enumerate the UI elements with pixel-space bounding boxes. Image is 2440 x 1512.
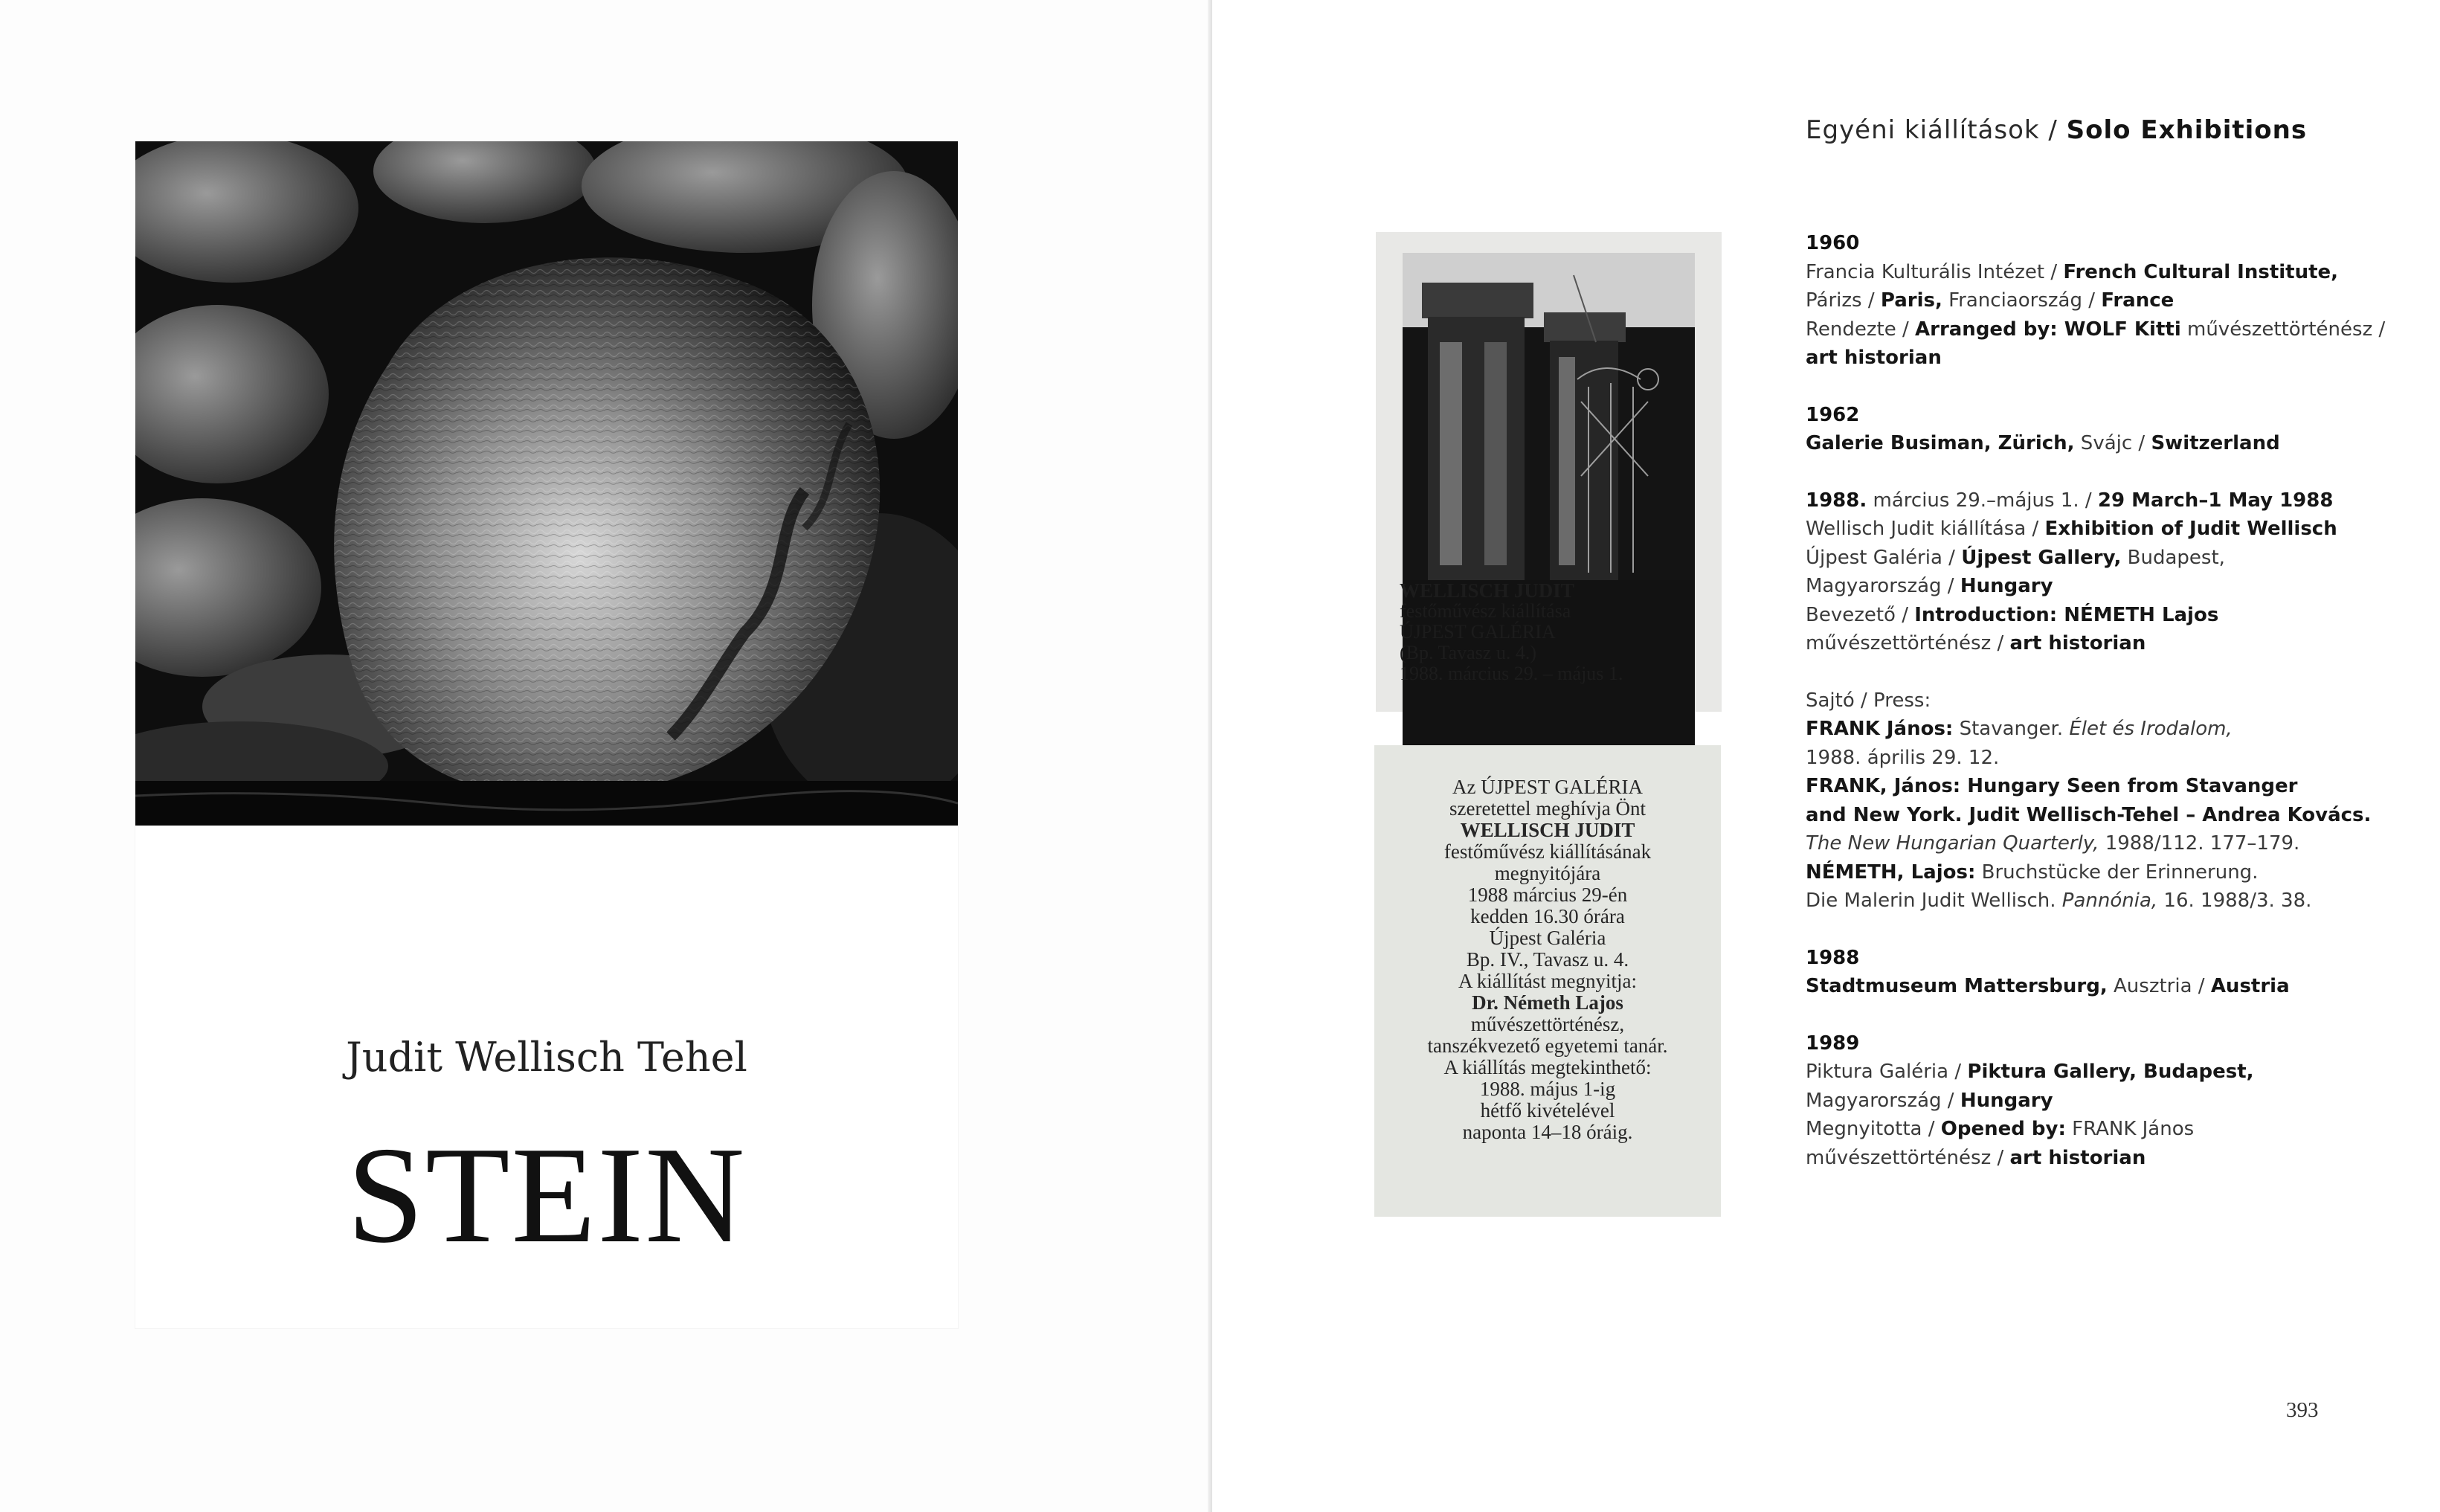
- entry-year: 1988: [1806, 946, 1860, 969]
- exhibition-entry-1962: [1806, 401, 2378, 458]
- cover-author: Judit Wellisch Tehel: [346, 1034, 747, 1081]
- entry-line: [1806, 972, 2378, 1001]
- text-en: Hungary: [1960, 1089, 2053, 1112]
- text-en: French Cultural Institute,: [2063, 260, 2339, 283]
- press-text: Stavanger.: [1953, 718, 2070, 740]
- entry-line: [1806, 486, 2378, 515]
- clipping-2-line: naponta 14–18 óráig.: [1462, 1121, 1633, 1143]
- section-title: [1806, 115, 2307, 145]
- clipping-2-line: A kiállítás megtekinthető:: [1443, 1056, 1652, 1078]
- clipping-2-line: megnyitójára: [1494, 862, 1601, 884]
- clipping-1-line: WELLISCH JUDIT: [1400, 579, 1574, 602]
- clipping-2-line: hétfő kivételével: [1480, 1099, 1615, 1122]
- clipping-2-line: WELLISCH JUDIT: [1460, 819, 1635, 841]
- section-title-en: Solo Exhibitions: [2066, 115, 2308, 145]
- text-hu: művészettörténész /: [1806, 1146, 2010, 1169]
- text-en: Galerie Busiman, Zürich,: [1806, 432, 2075, 454]
- text-hu: március 29.–május 1. /: [1867, 489, 2098, 512]
- text-hu: Budapest,: [2121, 546, 2225, 569]
- entry-line: [1806, 344, 2378, 373]
- text-hu: művészettörténész /: [2180, 318, 2386, 341]
- press-text: Die Malerin Judit Wellisch.: [1806, 889, 2062, 912]
- entry-year: 1962: [1806, 403, 1860, 426]
- text-hu: Megnyitotta /: [1806, 1118, 1941, 1140]
- text-hu: művészettörténész /: [1806, 632, 2010, 654]
- exhibition-entry-1989: [1806, 1029, 2378, 1173]
- entry-line: [1806, 1087, 2378, 1116]
- exhibition-list: [1806, 229, 2386, 1200]
- left-page: [0, 0, 1212, 1512]
- text-en: Introduction: NÉMETH Lajos: [1914, 603, 2219, 626]
- text-en: Újpest Gallery,: [1961, 546, 2122, 569]
- gate-photograph: [1403, 253, 1695, 798]
- exhibition-entry-1988-ujpest: [1806, 486, 2378, 658]
- newspaper-clipping-2: [1374, 745, 1721, 1217]
- text-en: art historian: [2009, 632, 2146, 654]
- clipping-2-line: 1988 március 29-én: [1467, 884, 1628, 906]
- clipping-2-line: művészettörténész,: [1470, 1013, 1625, 1035]
- press-publication: Élet és Irodalom,: [2069, 718, 2233, 740]
- press-line: and New York. Judit Wellisch-Tehel – Andrea Kovács.: [1806, 803, 2372, 826]
- entry-line: [1806, 515, 2378, 544]
- text-hu: Francia Kulturális Intézet /: [1806, 260, 2064, 283]
- entry-line: [1806, 572, 2378, 601]
- entry-year: 1988.: [1806, 489, 1867, 512]
- text-en: Hungary: [1960, 575, 2053, 597]
- text-en: Opened by:: [1940, 1118, 2066, 1140]
- text-hu: Wellisch Judit kiállítása /: [1806, 518, 2045, 540]
- text-en: Paris,: [1880, 289, 1942, 312]
- page-number: 393: [2286, 1398, 2319, 1422]
- entry-line: [1806, 629, 2378, 658]
- exhibition-entry-1988-mattersburg: [1806, 944, 2378, 1001]
- text-hu: Rendezte /: [1806, 318, 1915, 341]
- press-line: [1806, 887, 2378, 916]
- entry-line: [1806, 315, 2386, 344]
- press-line: FRANK, János: Hungary Seen from Stavanger: [1806, 775, 2298, 797]
- press-section: [1806, 686, 2378, 916]
- text-hu: Magyarország /: [1806, 575, 1960, 597]
- entry-line: [1806, 1058, 2378, 1087]
- text-en: art historian: [1806, 347, 1942, 369]
- press-text: Bruchstücke der Erinnerung.: [1975, 860, 2259, 884]
- text-en: Arranged by: WOLF Kitti: [1915, 318, 2181, 341]
- text-hu: Bevezető /: [1806, 603, 1915, 626]
- text-hu: Piktura Galéria /: [1806, 1061, 1968, 1083]
- text-en: 29 March–1 May 1988: [2097, 489, 2334, 512]
- text-hu: Ausztria /: [2107, 975, 2211, 997]
- clipping-2-line: Dr. Németh Lajos: [1472, 991, 1623, 1014]
- clipping-2-line: kedden 16.30 órára: [1470, 905, 1625, 927]
- cover-title: STEIN: [347, 1119, 747, 1272]
- clipping-2-line: szeretettel meghívja Önt: [1449, 797, 1646, 820]
- entry-year: 1989: [1806, 1032, 1860, 1055]
- clipping-2-line: Az ÚJPEST GALÉRIA: [1452, 776, 1643, 798]
- press-line: [1806, 829, 2378, 858]
- entry-line: [1806, 429, 2378, 458]
- press-heading: Sajtó / Press:: [1806, 689, 1931, 712]
- press-line: 1988. április 29. 12.: [1806, 746, 2000, 769]
- text-en: art historian: [2009, 1146, 2146, 1169]
- text-hu: Magyarország /: [1806, 1089, 1960, 1112]
- entry-year: 1960: [1806, 232, 1860, 254]
- exhibition-entry-1960: [1806, 229, 2386, 373]
- press-publication: Pannónia,: [2061, 889, 2158, 912]
- clipping-1-line: 1988. március 29. – május 1.: [1400, 663, 1623, 684]
- entry-line: [1806, 544, 2378, 573]
- text-en: Austria: [2210, 975, 2290, 997]
- clipping-1-text: [1400, 580, 1705, 684]
- text-hu: FRANK János: [2065, 1118, 2195, 1140]
- clipping-2-text: [1374, 776, 1721, 1143]
- text-en: Piktura Gallery, Budapest,: [1967, 1061, 2254, 1083]
- entry-line: [1806, 258, 2378, 287]
- text-en: France: [2101, 289, 2175, 312]
- text-en: Switzerland: [2151, 432, 2280, 454]
- text-en: Exhibition of Judit Wellisch: [2044, 518, 2337, 540]
- clipping-1-line: festőművész kiállítása: [1400, 600, 1571, 622]
- clipping-1-line: ÚJPEST GALÉRIA: [1400, 621, 1556, 643]
- text-hu: Svájc /: [2074, 432, 2151, 454]
- press-author: NÉMETH, Lajos:: [1806, 860, 1976, 884]
- newspaper-clipping-1: [1376, 232, 1722, 712]
- entry-line: [1806, 286, 2378, 315]
- text-hu: Párizs /: [1806, 289, 1881, 312]
- clipping-1-line: (Bp. Tavasz u. 4.): [1400, 642, 1536, 663]
- clipping-2-line: 1988. május 1-ig: [1479, 1078, 1616, 1100]
- entry-line: [1806, 601, 2378, 630]
- clipping-2-line: Bp. IV., Tavasz u. 4.: [1466, 948, 1629, 971]
- entry-line: [1806, 1115, 2378, 1144]
- book-cover: [135, 141, 958, 1328]
- press-publication: The New Hungarian Quarterly,: [1806, 832, 2099, 855]
- text-hu: Franciaország /: [1942, 289, 2102, 312]
- rock-photograph: [135, 141, 958, 826]
- clipping-2-line: tanszékvezető egyetemi tanár.: [1427, 1035, 1668, 1057]
- press-text: 16. 1988/3. 38.: [2157, 889, 2312, 912]
- text-en: Stadtmuseum Mattersburg,: [1806, 975, 2108, 997]
- press-line: [1806, 858, 2378, 887]
- clipping-2-line: Újpest Galéria: [1489, 927, 1606, 949]
- entry-line: [1806, 1144, 2378, 1173]
- text-hu: Újpest Galéria /: [1806, 546, 1962, 569]
- press-line: [1806, 715, 2378, 744]
- press-author: FRANK János:: [1806, 718, 1954, 740]
- press-text: 1988/112. 177–179.: [2099, 832, 2300, 855]
- section-title-hu: Egyéni kiállítások /: [1806, 115, 2058, 145]
- clipping-2-line: A kiállítást megnyitja:: [1458, 970, 1637, 992]
- clipping-2-line: festőművész kiállításának: [1443, 840, 1652, 863]
